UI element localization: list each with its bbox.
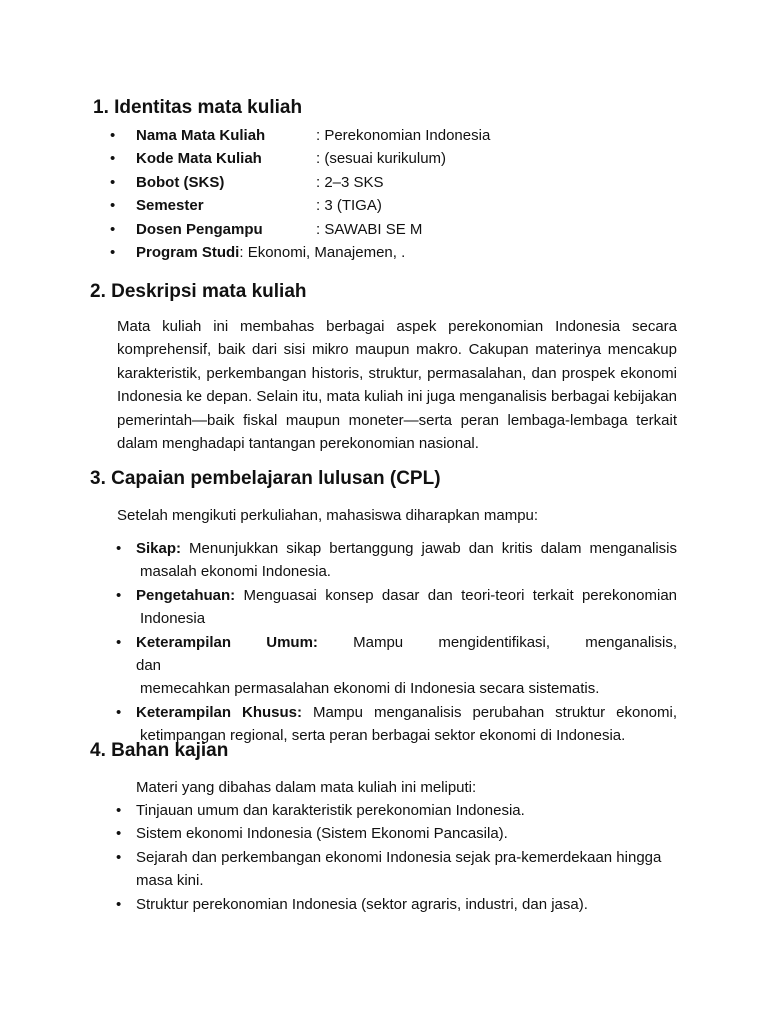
bullet-icon: • xyxy=(110,197,116,215)
bahan-kajian-intro: Materi yang dibahas dalam mata kuliah ini meliputi: xyxy=(136,779,477,796)
identitas-value: : 3 (TIGA) xyxy=(316,197,382,215)
identitas-item xyxy=(0,124,768,147)
bullet-icon: • xyxy=(116,540,122,557)
deskripsi-paragraph: Mata kuliah ini membahas berbagai aspek perekonomian Indonesia secara komprehensif, baik dari sisi mikro maupun makro. Cakupan materinya mencakup karakteristik, perkembangan historis, struktur, permasalahan, dan prospek ekonomi Indonesia ke depan. Selain itu, mata kuliah ini juga menganalisis berbagai kebijakan pemerintah—baik fiskal maupun moneter—serta peran lembaga-lembaga terkait dalam menghadapi tantangan perekonomian nasional. xyxy=(117,318,677,453)
bullet-icon: • xyxy=(116,633,122,651)
cpl-text: Mampu mengidentifikasi, menganalisis, dan xyxy=(136,633,677,675)
identitas-label: Dosen Pengampu xyxy=(136,220,263,238)
identitas-value: : 2–3 SKS xyxy=(316,173,384,191)
identitas-item-program-studi xyxy=(0,241,768,264)
cpl-text-cont: masalah ekonomi Indonesia. xyxy=(140,563,331,581)
program-studi-label: Program Studi xyxy=(136,243,240,261)
bahan-kajian-item xyxy=(0,822,768,845)
bullet-icon: • xyxy=(116,848,122,866)
bahan-kajian-text: Tinjauan umum dan karakteristik perekonomian Indonesia. xyxy=(136,802,525,819)
identitas-value: : Perekonomian Indonesia xyxy=(316,127,491,144)
cpl-text-cont: Indonesia xyxy=(140,610,206,628)
identitas-item xyxy=(0,171,768,194)
identitas-label: Nama Mata Kuliah xyxy=(136,127,266,144)
cpl-label: Keterampilan Umum: xyxy=(136,633,318,651)
cpl-text: Menunjukkan sikap bertanggung jawab dan kritis dalam menganalisis xyxy=(181,540,677,557)
bahan-kajian-text: Sejarah dan perkembangan ekonomi Indonesia sejak pra-kemerdekaan hingga masa kini. xyxy=(136,848,662,890)
identitas-label: Semester xyxy=(136,197,204,215)
section-heading-identitas: 1. Identitas mata kuliah xyxy=(93,97,303,118)
bullet-icon: • xyxy=(110,220,116,238)
bahan-kajian-item xyxy=(0,846,768,893)
bullet-icon: • xyxy=(116,586,122,604)
bullet-icon: • xyxy=(110,150,116,168)
bahan-kajian-text: Sistem ekonomi Indonesia (Sistem Ekonomi Pancasila). xyxy=(136,825,508,843)
cpl-label: Pengetahuan: xyxy=(136,586,236,604)
identitas-label: Kode Mata Kuliah xyxy=(136,150,262,168)
identitas-item xyxy=(0,218,768,241)
bahan-kajian-list xyxy=(0,799,768,916)
cpl-intro: Setelah mengikuti perkuliahan, mahasiswa diharapkan mampu: xyxy=(117,507,539,524)
bahan-kajian-item xyxy=(0,893,768,916)
cpl-text-cont: ketimpangan regional, serta peran berbagai sektor ekonomi di Indonesia. xyxy=(140,727,626,745)
cpl-label: Keterampilan Khusus: xyxy=(136,703,302,721)
bullet-icon: • xyxy=(110,243,116,261)
bullet-icon: • xyxy=(116,825,122,843)
identitas-value: : SAWABI SE M xyxy=(316,220,423,238)
identitas-value: : (sesuai kurikulum) xyxy=(316,150,447,168)
cpl-item xyxy=(0,537,768,584)
cpl-text: Mampu menganalisis perubahan struktur ekonomi, xyxy=(302,703,677,721)
cpl-label: Sikap: xyxy=(136,540,182,557)
section-heading-deskripsi: 2. Deskripsi mata kuliah xyxy=(90,281,307,302)
identitas-item xyxy=(0,147,768,170)
bullet-icon: • xyxy=(110,127,116,144)
bahan-kajian-text: Struktur perekonomian Indonesia (sektor agraris, industri, dan jasa). xyxy=(136,895,588,913)
bahan-kajian-item xyxy=(0,799,768,822)
identitas-item xyxy=(0,194,768,217)
cpl-text: Menguasai konsep dasar dan teori-teori terkait perekonomian xyxy=(235,586,677,604)
bullet-icon: • xyxy=(116,802,122,819)
cpl-item xyxy=(0,631,768,701)
identitas-list xyxy=(0,124,768,264)
cpl-item xyxy=(0,584,768,631)
bullet-icon: • xyxy=(116,895,122,913)
program-studi-value: : Ekonomi, Manajemen, . xyxy=(239,243,406,261)
bullet-icon: • xyxy=(116,703,122,721)
section-heading-bahan-kajian: 4. Bahan kajian xyxy=(90,740,229,761)
identitas-label: Bobot (SKS) xyxy=(136,173,225,191)
cpl-text-cont: memecahkan permasalahan ekonomi di Indonesia secara sistematis. xyxy=(140,680,600,698)
bullet-icon: • xyxy=(110,173,116,191)
cpl-list xyxy=(0,537,768,748)
section-heading-cpl: 3. Capaian pembelajaran lulusan (CPL) xyxy=(90,468,441,489)
